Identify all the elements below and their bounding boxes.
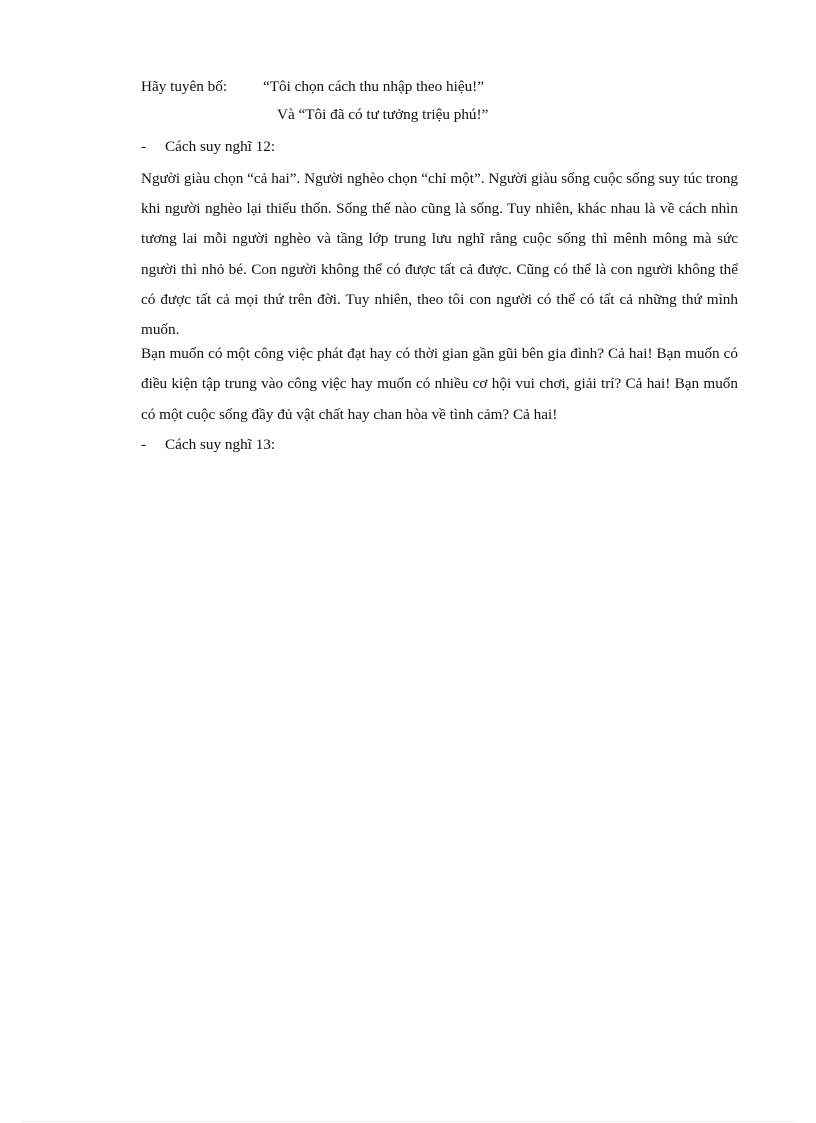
paragraph: Bạn muốn có một công việc phát đạt hay có thời gian gần gũi bên gia đình? Cả hai! Bạn muốn có điều kiện tập trung vào công việc hay muốn có nhiều cơ hội vui chơi, giải trí? Cả hai! Bạn muốn có một cuộc sống đầy đủ vật chất hay chan hòa về tình cảm? Cả hai! <box>141 345 738 423</box>
bullet-dash: - <box>141 138 147 155</box>
declaration-quote-1: “Tôi chọn cách thu nhập theo hiệu!” <box>263 78 484 95</box>
declaration-block <box>141 76 738 136</box>
section-heading-12 <box>141 136 738 160</box>
section-heading-13 <box>141 434 738 458</box>
paragraph: Người giàu chọn “cả hai”. Người nghèo chọn “chỉ một”. Người giàu sống cuộc sống suy túc trong khi người nghèo lại thiếu thốn. Sống thế nào cũng là sống. Tuy nhiên, khác nhau là về cách nhìn tương lai mỗi người nghèo và tầng lớp trung lưu nghĩ rằng cuộc sống thì mênh mông mà sức người thì nhỏ bé. Con người không thể có được tất cả được. Cũng có thể là con người không thể có được tất cả mọi thứ trên đời. Tuy nhiên, theo tôi con người có thể có tất cả những thứ mình muốn. <box>141 170 738 339</box>
section-heading-text: Cách suy nghĩ 12: <box>165 138 276 155</box>
page-bottom-rule <box>22 1121 794 1122</box>
section-heading-text: Cách suy nghĩ 13: <box>165 435 276 453</box>
declaration-label: Hãy tuyên bố: <box>141 78 228 95</box>
declaration-quote-2: Và “Tôi đã có tư tưởng triệu phú!” <box>277 106 489 123</box>
bullet-dash: - <box>141 435 147 453</box>
document-body <box>141 76 738 458</box>
